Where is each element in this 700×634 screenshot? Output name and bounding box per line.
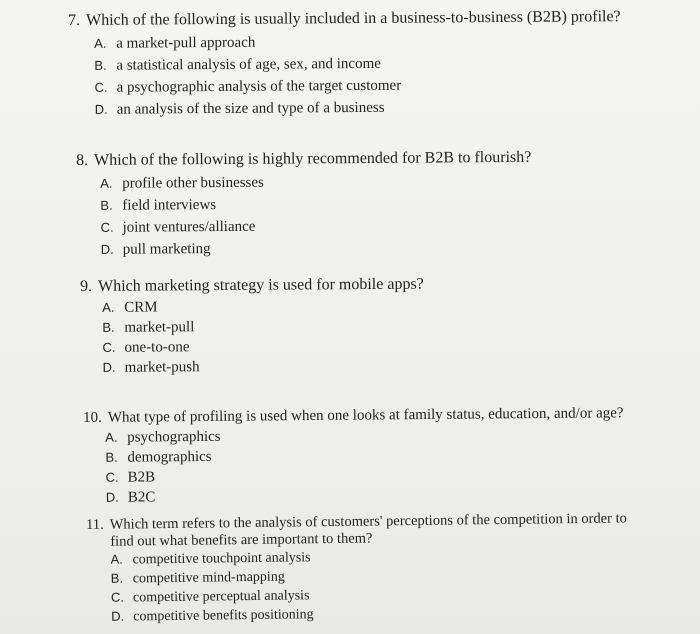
question-text: Which of the following is usually included in a business-to-business (B2B) profile? (86, 8, 621, 29)
question-text: Which of the following is highly recommended for B2B to flourish? (94, 148, 532, 169)
option-d: D. pull marketing (100, 241, 211, 258)
question-number: 8. (76, 151, 89, 169)
option-a: A. a market-pull approach (94, 34, 256, 52)
question-text: Which term refers to the analysis of customers' perceptions of the competition in order to (109, 510, 627, 533)
option-c: C. B2B (105, 469, 156, 486)
option-b: B. market-pull (102, 319, 195, 336)
option-c: C. one-to-one (102, 339, 190, 356)
question-10 (83, 403, 624, 508)
option-b: B. field interviews (100, 197, 217, 214)
question-11 (86, 510, 628, 627)
question-text-continued: find out what benefits are important to them? (110, 530, 373, 550)
option-d: D. an analysis of the size and type of a business (94, 99, 385, 118)
option-c: C. competitive perceptual analysis (110, 588, 310, 606)
question-text: Which marketing strategy is used for mobile apps? (98, 275, 424, 295)
option-b: B. competitive mind-mapping (110, 569, 285, 587)
option-a: A. CRM (102, 299, 158, 316)
question-number: 7. (68, 11, 81, 29)
option-c: C. a psychographic analysis of the target customer (94, 77, 402, 96)
option-d: D. competitive benefits positioning (111, 607, 314, 625)
question-7 (68, 7, 621, 121)
option-b: B. demographics (105, 448, 212, 466)
option-b: B. a statistical analysis of age, sex, and income (94, 55, 381, 74)
option-c: C. joint ventures/alliance (100, 218, 256, 236)
question-number: 11. (86, 516, 104, 533)
question-number: 10. (83, 409, 102, 426)
option-a: A. competitive touchpoint analysis (110, 550, 311, 568)
question-8 (76, 148, 532, 261)
option-d: D. B2C (105, 489, 156, 506)
question-number: 9. (80, 277, 93, 295)
question-text: What type of profiling is used when one looks at family status, education, and/or age? (107, 405, 624, 426)
option-a: A. psychographics (105, 428, 221, 446)
option-a: A. profile other businesses (100, 174, 264, 192)
option-d: D. market-push (102, 359, 200, 376)
question-9 (80, 275, 424, 378)
